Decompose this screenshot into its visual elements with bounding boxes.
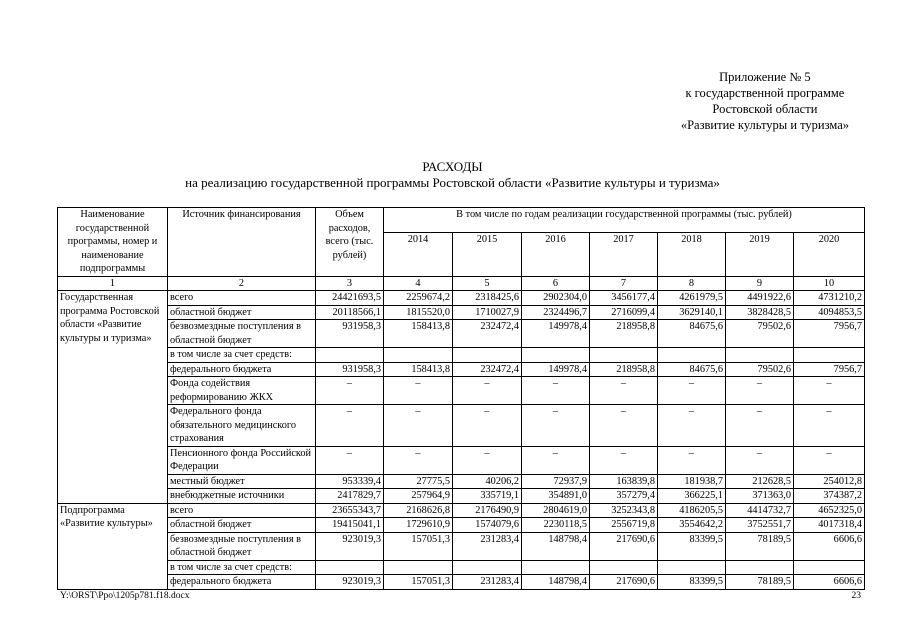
value-cell: 163839,8: [590, 474, 658, 489]
value-cell: 148798,4: [522, 532, 590, 560]
value-cell: 2902304,0: [522, 291, 590, 306]
value-cell: [522, 348, 590, 363]
value-cell: 40206,2: [453, 474, 522, 489]
value-cell: –: [726, 446, 794, 474]
document-title: [0, 159, 905, 191]
value-cell: –: [726, 405, 794, 447]
table-row: [58, 446, 865, 474]
header-col-name: Наименование государственной программы, номер и наименование подпрограммы: [58, 208, 168, 277]
value-cell: 3252343,8: [590, 503, 658, 518]
source-cell: Пенсионного фонда Российской Федерации: [168, 446, 316, 474]
table-row: [58, 474, 865, 489]
value-cell: 1574079,6: [453, 518, 522, 533]
value-cell: 149978,4: [522, 362, 590, 377]
value-cell: [384, 348, 453, 363]
title-line-2: на реализацию государственной программы Ростовской области «Развитие культуры и туризма»: [185, 175, 720, 190]
footer-page-number: 23: [851, 591, 861, 601]
header-column-number: 10: [794, 276, 865, 291]
value-cell: –: [522, 405, 590, 447]
value-cell: 4186205,5: [658, 503, 726, 518]
value-cell: 231283,4: [453, 575, 522, 590]
value-cell: 2168626,8: [384, 503, 453, 518]
value-cell: 2230118,5: [522, 518, 590, 533]
value-cell: 149978,4: [522, 320, 590, 348]
value-cell: 335719,1: [453, 489, 522, 504]
value-cell: 27775,5: [384, 474, 453, 489]
value-cell: 24421693,5: [316, 291, 384, 306]
value-cell: 923019,3: [316, 575, 384, 590]
header-column-number: 5: [453, 276, 522, 291]
value-cell: –: [522, 377, 590, 405]
value-cell: –: [590, 446, 658, 474]
value-cell: 931958,3: [316, 320, 384, 348]
value-cell: 4731210,2: [794, 291, 865, 306]
value-cell: 72937,9: [522, 474, 590, 489]
source-cell: местный бюджет: [168, 474, 316, 489]
header-row-1: [58, 208, 865, 233]
program-name-cell: Подпрограмма «Развитие культуры»: [58, 503, 168, 589]
footer-file-path: Y:\ORST\Ppo\1205p781.f18.docx: [60, 591, 190, 601]
table-row: [58, 405, 865, 447]
value-cell: 3828428,5: [726, 305, 794, 320]
value-cell: –: [316, 405, 384, 447]
value-cell: [384, 560, 453, 575]
value-cell: 84675,6: [658, 362, 726, 377]
value-cell: [453, 560, 522, 575]
source-cell: внебюджетные источники: [168, 489, 316, 504]
value-cell: 2176490,9: [453, 503, 522, 518]
value-cell: –: [658, 377, 726, 405]
value-cell: 1815520,0: [384, 305, 453, 320]
source-cell: областной бюджет: [168, 518, 316, 533]
value-cell: [590, 348, 658, 363]
value-cell: 2804619,0: [522, 503, 590, 518]
value-cell: 2318425,6: [453, 291, 522, 306]
appendix-line-4: «Развитие культуры и туризма»: [680, 118, 849, 132]
value-cell: 3629140,1: [658, 305, 726, 320]
value-cell: 357279,4: [590, 489, 658, 504]
value-cell: –: [453, 446, 522, 474]
value-cell: 218958,8: [590, 320, 658, 348]
value-cell: –: [794, 377, 865, 405]
program-name-cell: Государственная программа Ростовской области «Развитие культуры и туризма»: [58, 291, 168, 504]
header-column-number: 3: [316, 276, 384, 291]
value-cell: 2556719,8: [590, 518, 658, 533]
value-cell: 354891,0: [522, 489, 590, 504]
source-cell: всего: [168, 503, 316, 518]
value-cell: 78189,5: [726, 532, 794, 560]
header-column-number: 1: [58, 276, 168, 291]
value-cell: [453, 348, 522, 363]
table-row: [58, 575, 865, 590]
header-column-number: 7: [590, 276, 658, 291]
value-cell: 7956,7: [794, 320, 865, 348]
value-cell: 1729610,9: [384, 518, 453, 533]
value-cell: 4094853,5: [794, 305, 865, 320]
value-cell: 79502,6: [726, 362, 794, 377]
value-cell: 1710027,9: [453, 305, 522, 320]
value-cell: –: [590, 377, 658, 405]
value-cell: 2716099,4: [590, 305, 658, 320]
value-cell: 232472,4: [453, 320, 522, 348]
value-cell: 953339,4: [316, 474, 384, 489]
value-cell: [316, 560, 384, 575]
header-column-number: 6: [522, 276, 590, 291]
value-cell: 4261979,5: [658, 291, 726, 306]
table-body: [58, 208, 865, 590]
value-cell: 4491922,6: [726, 291, 794, 306]
value-cell: –: [794, 446, 865, 474]
value-cell: –: [590, 405, 658, 447]
table-row: [58, 377, 865, 405]
table-row: [58, 489, 865, 504]
value-cell: 2324496,7: [522, 305, 590, 320]
value-cell: 366225,1: [658, 489, 726, 504]
source-cell: в том числе за счет средств:: [168, 560, 316, 575]
value-cell: 3456177,4: [590, 291, 658, 306]
source-cell: Фонда содействия реформированию ЖКХ: [168, 377, 316, 405]
header-year: 2016: [522, 232, 590, 276]
value-cell: 4414732,7: [726, 503, 794, 518]
table-row: [58, 305, 865, 320]
table-row: [58, 362, 865, 377]
value-cell: 6606,6: [794, 575, 865, 590]
value-cell: –: [726, 377, 794, 405]
source-cell: всего: [168, 291, 316, 306]
value-cell: 3554642,2: [658, 518, 726, 533]
value-cell: [522, 560, 590, 575]
value-cell: 217690,6: [590, 532, 658, 560]
value-cell: [794, 348, 865, 363]
value-cell: [590, 560, 658, 575]
value-cell: 158413,8: [384, 320, 453, 348]
value-cell: [794, 560, 865, 575]
value-cell: [316, 348, 384, 363]
value-cell: 79502,6: [726, 320, 794, 348]
value-cell: 7956,7: [794, 362, 865, 377]
value-cell: –: [316, 446, 384, 474]
header-column-number: 4: [384, 276, 453, 291]
value-cell: –: [384, 446, 453, 474]
table-row: [58, 532, 865, 560]
value-cell: 374387,2: [794, 489, 865, 504]
header-column-number: 8: [658, 276, 726, 291]
source-cell: областной бюджет: [168, 305, 316, 320]
value-cell: –: [453, 405, 522, 447]
source-cell: в том числе за счет средств:: [168, 348, 316, 363]
value-cell: [658, 348, 726, 363]
value-cell: 148798,4: [522, 575, 590, 590]
header-year: 2020: [794, 232, 865, 276]
value-cell: 20118566,1: [316, 305, 384, 320]
header-col-years-group: В том числе по годам реализации государственной программы (тыс. рублей): [384, 208, 865, 233]
value-cell: 232472,4: [453, 362, 522, 377]
value-cell: 23655343,7: [316, 503, 384, 518]
value-cell: –: [384, 377, 453, 405]
value-cell: 78189,5: [726, 575, 794, 590]
value-cell: 371363,0: [726, 489, 794, 504]
value-cell: 181938,7: [658, 474, 726, 489]
value-cell: –: [658, 405, 726, 447]
header-row-numbers: [58, 276, 865, 291]
header-year: 2014: [384, 232, 453, 276]
value-cell: 157051,3: [384, 532, 453, 560]
value-cell: –: [316, 377, 384, 405]
header-year: 2015: [453, 232, 522, 276]
value-cell: –: [522, 446, 590, 474]
value-cell: 2417829,7: [316, 489, 384, 504]
header-column-number: 2: [168, 276, 316, 291]
value-cell: 254012,8: [794, 474, 865, 489]
value-cell: 217690,6: [590, 575, 658, 590]
value-cell: 83399,5: [658, 575, 726, 590]
source-cell: безвозмездные поступления в областной бюджет: [168, 320, 316, 348]
value-cell: 4017318,4: [794, 518, 865, 533]
table-row: [58, 348, 865, 363]
table-row: [58, 560, 865, 575]
value-cell: 218958,8: [590, 362, 658, 377]
value-cell: 923019,3: [316, 532, 384, 560]
source-cell: федерального бюджета: [168, 575, 316, 590]
value-cell: 3752551,7: [726, 518, 794, 533]
table-row: [58, 291, 865, 306]
value-cell: 83399,5: [658, 532, 726, 560]
source-cell: Федерального фонда обязательного медицинского страхования: [168, 405, 316, 447]
value-cell: [726, 348, 794, 363]
header-year: 2019: [726, 232, 794, 276]
value-cell: 212628,5: [726, 474, 794, 489]
header-col-total: Объем расходов, всего (тыс. рублей): [316, 208, 384, 277]
header-col-source: Источник финансирования: [168, 208, 316, 277]
value-cell: 231283,4: [453, 532, 522, 560]
table-row: [58, 518, 865, 533]
table-row: [58, 503, 865, 518]
value-cell: 4652325,0: [794, 503, 865, 518]
value-cell: 84675,6: [658, 320, 726, 348]
value-cell: –: [658, 446, 726, 474]
value-cell: –: [453, 377, 522, 405]
value-cell: –: [384, 405, 453, 447]
value-cell: 6606,6: [794, 532, 865, 560]
value-cell: [726, 560, 794, 575]
table-row: [58, 320, 865, 348]
appendix-block: [681, 69, 849, 133]
value-cell: 157051,3: [384, 575, 453, 590]
value-cell: 931958,3: [316, 362, 384, 377]
value-cell: 158413,8: [384, 362, 453, 377]
value-cell: 257964,9: [384, 489, 453, 504]
value-cell: [658, 560, 726, 575]
value-cell: 2259674,2: [384, 291, 453, 306]
appendix-line-1: Приложение № 5: [719, 70, 811, 84]
source-cell: федерального бюджета: [168, 362, 316, 377]
value-cell: –: [794, 405, 865, 447]
appendix-line-3: Ростовской области: [712, 102, 818, 116]
header-year: 2018: [658, 232, 726, 276]
title-line-1: РАСХОДЫ: [422, 159, 483, 174]
appendix-line-2: к государственной программе: [685, 86, 845, 100]
header-year: 2017: [590, 232, 658, 276]
expenses-table: [57, 207, 865, 590]
value-cell: 19415041,1: [316, 518, 384, 533]
header-column-number: 9: [726, 276, 794, 291]
source-cell: безвозмездные поступления в областной бюджет: [168, 532, 316, 560]
